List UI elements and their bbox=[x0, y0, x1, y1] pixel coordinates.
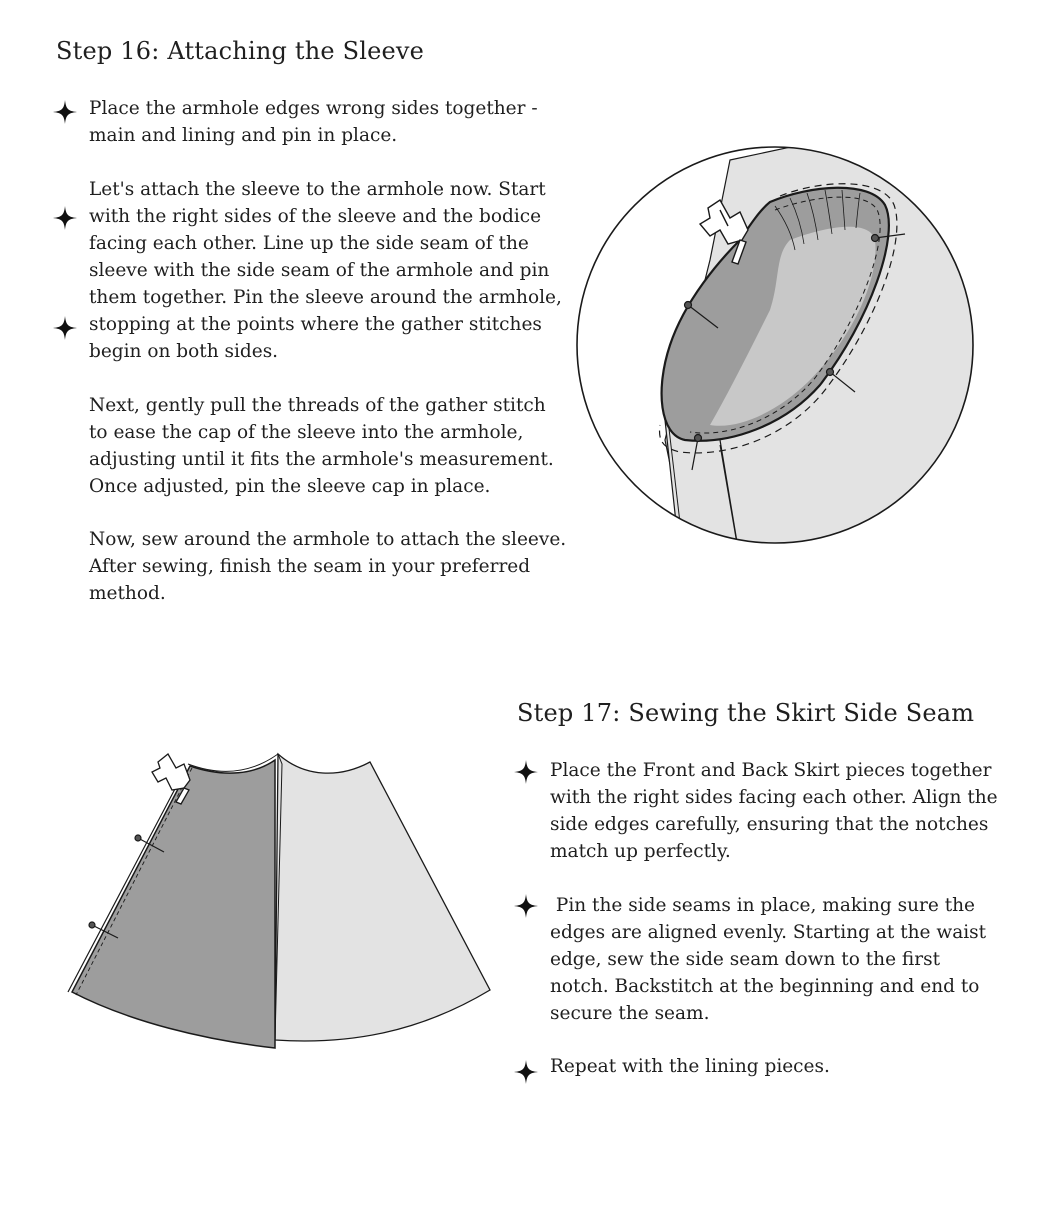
step-16-paragraph-2: Let's attach the sleeve to the armhole now. Start with the right sides of the sleeve and the bodice facing each other. Line up the side seam of the sleeve with the side seam of the armhole and pin them together. Pin the sleeve around the armhole, stopping at the points where the gather stitches begin on both sides. bbox=[89, 179, 562, 362]
four-point-star-icon bbox=[513, 893, 539, 919]
front-skirt-piece bbox=[72, 760, 275, 1048]
four-point-star-icon bbox=[52, 99, 78, 125]
four-point-star-icon bbox=[52, 205, 78, 231]
step-16-paragraph-4: Now, sew around the armhole to attach the sleeve. After sewing, finish the seam in your preferred method. bbox=[89, 529, 567, 604]
sleeve-illustration bbox=[570, 140, 980, 550]
back-skirt-piece bbox=[275, 754, 490, 1041]
step-17-paragraph-1: Place the Front and Back Skirt pieces together with the right sides facing each other. Align the side edges carefully, ensuring that the notches match up perfectly. bbox=[550, 760, 998, 862]
four-point-star-icon bbox=[52, 315, 78, 341]
four-point-star-icon bbox=[513, 1059, 539, 1085]
four-point-star-icon bbox=[513, 759, 539, 785]
step-17-heading: Step 17: Sewing the Skirt Side Seam bbox=[517, 699, 975, 727]
skirt-illustration bbox=[60, 740, 500, 1060]
step-17-paragraph-2: Pin the side seams in place, making sure the edges are aligned evenly. Starting at the waist edge, sew the side seam down to the first notch. Backstitch at the beginning and end to secure the seam. bbox=[550, 895, 992, 1024]
step-16-paragraph-3: Next, gently pull the threads of the gather stitch to ease the cap of the sleeve into the armhole, adjusting until it fits the armhole's measurement. Once adjusted, pin the sleeve cap in place. bbox=[89, 395, 554, 497]
step-17-paragraph-3: Repeat with the lining pieces. bbox=[550, 1056, 830, 1077]
step-16-heading: Step 16: Attaching the Sleeve bbox=[56, 37, 425, 65]
step-16-paragraph-1: Place the armhole edges wrong sides together - main and lining and pin in place. bbox=[89, 98, 538, 146]
